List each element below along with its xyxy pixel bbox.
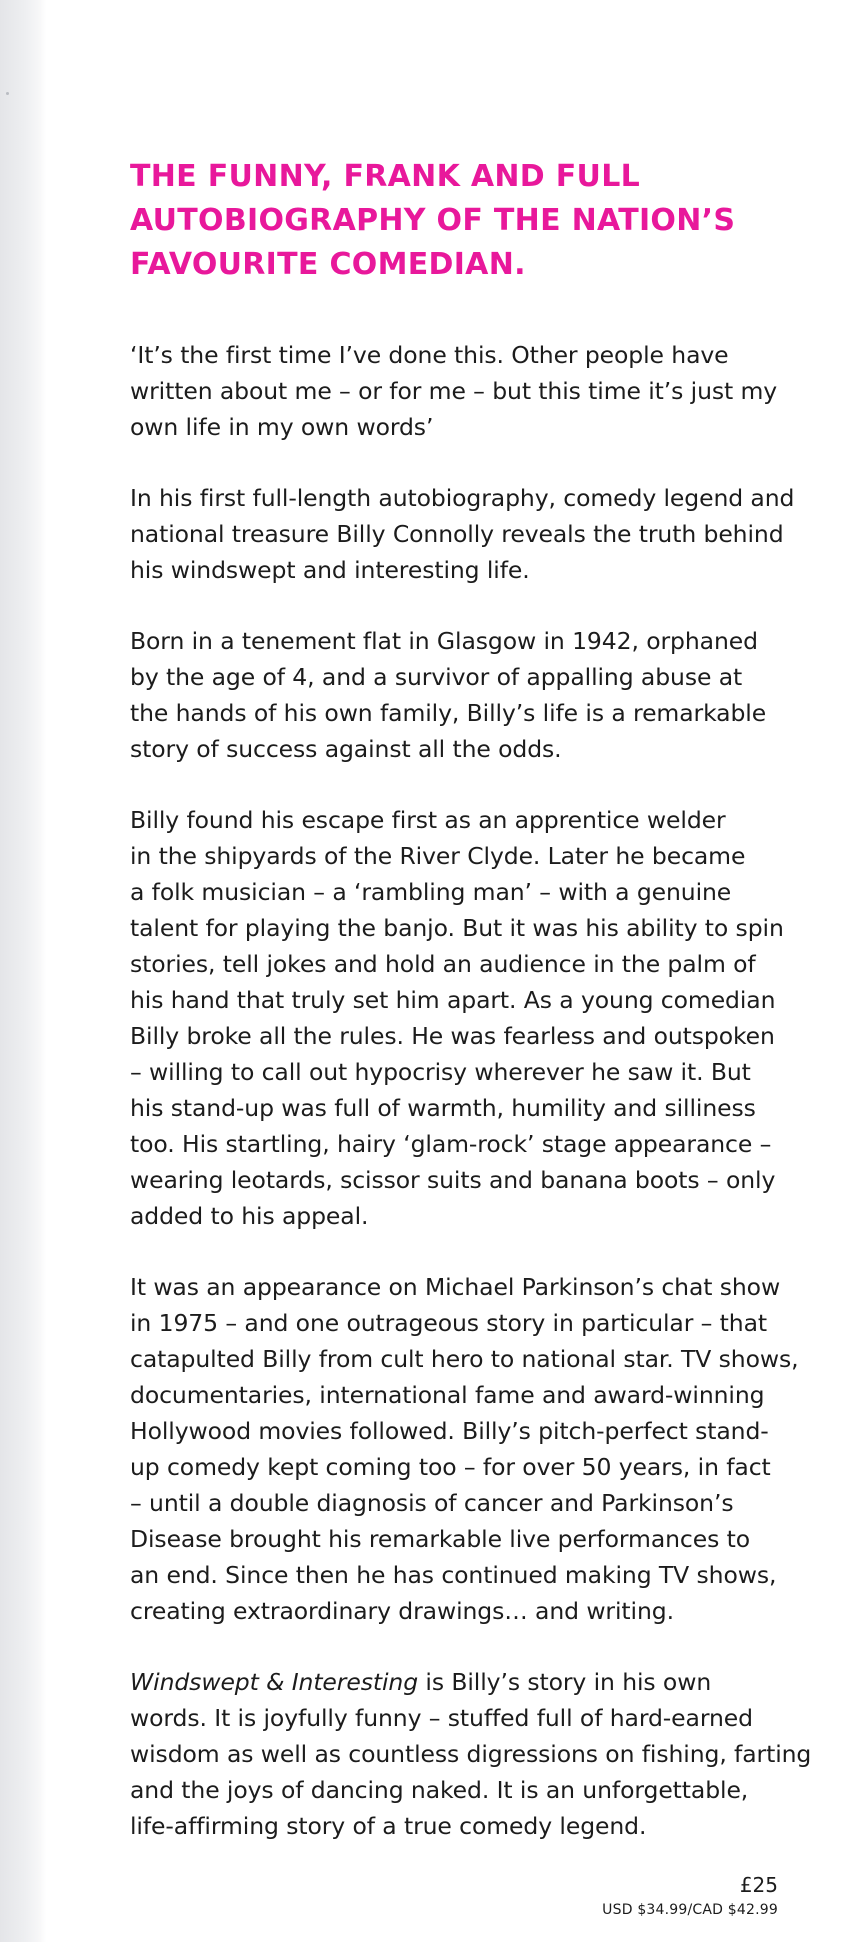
headline-line: AUTOBIOGRAPHY OF THE NATION’S: [130, 203, 736, 238]
text-line: In his first full-length autobiography, comedy legend and: [130, 484, 795, 512]
text-line: written about me – or for me – but this time it’s just my: [130, 377, 778, 405]
text-line: and the joys of dancing naked. It is an unforgettable,: [130, 1776, 749, 1804]
text-line: up comedy kept coming too – for over 50 years, in fact: [130, 1453, 771, 1481]
closing-paragraph: [130, 1664, 812, 1844]
text-line: the hands of his own family, Billy’s life is a remarkable: [130, 699, 767, 727]
text-line: in 1975 – and one outrageous story in particular – that: [130, 1309, 767, 1337]
text-line: It was an appearance on Michael Parkinson’s chat show: [130, 1273, 781, 1301]
price-gbp: £25: [739, 1873, 778, 1897]
text-line: own life in my own words’: [130, 413, 434, 441]
text-line: Billy broke all the rules. He was fearless and outspoken: [130, 1022, 775, 1050]
text-line: – willing to call out hypocrisy wherever he saw it. But: [130, 1058, 751, 1086]
text-line: his hand that truly set him apart. As a young comedian: [130, 986, 776, 1014]
paper-speck: [6, 92, 9, 95]
text-line: by the age of 4, and a survivor of appalling abuse at: [130, 663, 743, 691]
early-life-paragraph: [130, 623, 780, 767]
text-line: Disease brought his remarkable live performances to: [130, 1525, 750, 1553]
text-line: Billy found his escape first as an apprentice welder: [130, 806, 726, 834]
text-line: his windswept and interesting life.: [130, 556, 530, 584]
text-line: added to his appeal.: [130, 1202, 369, 1230]
text-line: his stand-up was full of warmth, humility and silliness: [130, 1094, 756, 1122]
text-fragment: is Billy’s story in his own: [418, 1668, 712, 1696]
price-usd-cad: USD $34.99/CAD $42.99: [602, 1902, 778, 1918]
text-line: national treasure Billy Connolly reveals the truth behind: [130, 520, 784, 548]
text-line: [130, 1664, 780, 1700]
text-line: talent for playing the banjo. But it was his ability to spin: [130, 914, 784, 942]
book-title-italic: Windswept & Interesting: [130, 1668, 419, 1696]
career-paragraph: [130, 802, 784, 1234]
headline-line: FAVOURITE COMEDIAN.: [130, 247, 526, 282]
text-line: life-affirming story of a true comedy legend.: [130, 1812, 647, 1840]
text-line: wearing leotards, scissor suits and banana boots – only: [130, 1166, 776, 1194]
text-line: – until a double diagnosis of cancer and Parkinson’s: [130, 1489, 734, 1517]
text-line: documentaries, international fame and award-winning: [130, 1381, 765, 1409]
text-line: Hollywood movies followed. Billy’s pitch-perfect stand-: [130, 1417, 769, 1445]
text-line: too. His startling, hairy ‘glam-rock’ stage appearance –: [130, 1130, 772, 1158]
fame-paragraph: [130, 1269, 799, 1629]
text-line: creating extraordinary drawings… and writing.: [130, 1597, 674, 1625]
text-line: in the shipyards of the River Clyde. Later he became: [130, 842, 746, 870]
text-line: stories, tell jokes and hold an audience in the palm of: [130, 950, 756, 978]
text-line: wisdom as well as countless digressions on fishing, farting: [130, 1740, 812, 1768]
text-line: a folk musician – a ‘rambling man’ – with a genuine: [130, 878, 732, 906]
headline: [130, 155, 780, 287]
text-line: words. It is joyfully funny – stuffed full of hard-earned: [130, 1704, 753, 1732]
intro-paragraph: [130, 480, 795, 588]
text-line: ‘It’s the first time I’ve done this. Other people have: [130, 341, 729, 369]
text-line: catapulted Billy from cult hero to national star. TV shows,: [130, 1345, 799, 1373]
text-line: story of success against all the odds.: [130, 735, 562, 763]
spine-shadow: [0, 0, 46, 1942]
headline-line: THE FUNNY, FRANK AND FULL: [130, 159, 641, 194]
text-line: an end. Since then he has continued making TV shows,: [130, 1561, 777, 1589]
opening-quote-paragraph: [130, 337, 780, 445]
price-block: [602, 1872, 778, 1922]
jacket-flap-text: [130, 155, 812, 1879]
text-line: Born in a tenement flat in Glasgow in 1942, orphaned: [130, 627, 758, 655]
